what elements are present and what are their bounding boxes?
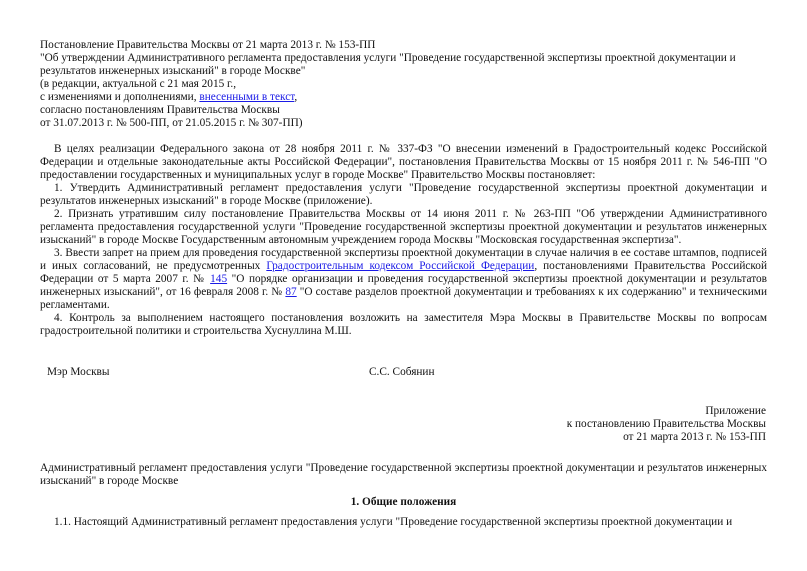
header-line-according: согласно постановлениям Правительства Москвы — [40, 104, 280, 116]
signatory-position: Мэр Москвы — [47, 366, 110, 378]
item-3-text-b: , постановлениями Правительства Российской Федерации от 5 марта 2007 г. № — [40, 260, 768, 285]
changes-prefix: с изменениями и дополнениями, — [40, 91, 200, 103]
decree-145-link[interactable]: 145 — [210, 273, 228, 285]
header-line-subject: "Об утверждении Административного регламента предоставления услуги "Проведение государственной экспертизы проектной документации и — [40, 52, 736, 64]
appendix-line-2: к постановлению Правительства Москвы — [566, 418, 766, 430]
header-line-subject-cont: результатов инженерных изысканий" в городе Москве" — [40, 65, 306, 77]
preamble-paragraph: В целях реализации Федерального закона от 28 ноября 2011 г. № 337-ФЗ "О внесении изменений в Градостроительный кодекс Российской Федерации и отдельные законодательные акты Российской Федерации", постановления Правительства Москвы от 15 ноября 2011 г. № 546-ПП "О предоставлении государственных и муниципальных услуг в городе Москве" Правительство Москвы постановляет: — [40, 143, 767, 181]
item-3-text-c: "О порядке организации и проведения государственной экспертизы проектной документации и результатов инженерных изысканий", от 16 февраля 2008 г. № — [40, 273, 767, 298]
header-line-dates: от 31.07.2013 г. № 500-ПП, от 21.05.2015 г. № 307-ПП) — [40, 117, 303, 129]
decree-body — [40, 143, 767, 338]
section-heading: 1. Общие положения — [350, 496, 457, 508]
appendix-line-3: от 21 марта 2013 г. № 153-ПП — [623, 431, 766, 443]
clause-1-1: 1.1. Настоящий Административный регламент предоставления услуги "Проведение государственной экспертизы проектной документации и — [54, 516, 733, 528]
appendix-line-1: Приложение — [705, 405, 766, 417]
appendix-reference — [567, 405, 766, 444]
changes-suffix: , — [294, 91, 298, 103]
header-line-changes — [40, 91, 780, 104]
decree-87-link[interactable]: 87 — [285, 286, 297, 298]
item-3-text-d: "О составе разделов проектной документации и требованиях к их содержанию" и техническими регламентами. — [40, 286, 767, 311]
header-line-edition: (в редакции, актуальной с 21 мая 2015 г., — [40, 78, 237, 90]
header-line-title: Постановление Правительства Москвы от 21 марта 2013 г. № 153-ПП — [40, 39, 376, 51]
item-3-text-a: 3. Ввести запрет на прием для проведения государственной экспертизы проектной документации в случае наличия в ее составе штампов, подписей и иных согласований, не предусмотренных — [40, 247, 767, 272]
item-3-paragraph — [40, 247, 767, 312]
item-4-paragraph: 4. Контроль за выполнением настоящего постановления возложить на заместителя Мэра Москвы в Правительстве Москвы по вопросам градостроительной политики и строительства Хуснуллина М.Ш. — [40, 312, 767, 337]
item-1-paragraph: 1. Утвердить Административный регламент предоставления услуги "Проведение государственной экспертизы проектной документации и результатов инженерных изысканий" в городе Москве (приложение). — [40, 182, 767, 207]
document-header — [40, 39, 780, 130]
urban-code-link[interactable]: Градостроительным кодексом Российской Федерации — [266, 260, 535, 272]
regulation-title: Административный регламент предоставления услуги "Проведение государственной экспертизы проектной документации и результатов инженерных изысканий" в городе Москве — [40, 462, 767, 487]
item-2-paragraph: 2. Признать утратившим силу постановление Правительства Москвы от 14 июня 2011 г. № 263-ПП "Об утверждении Административного регламента предоставления государственной услуги "Проведение государственной экспертизы проектной документации и результатов инженерных изысканий" в городе Москве Государственным автономным учреждением города Москвы "Московская государственная экспертиза". — [40, 208, 767, 246]
changes-link[interactable]: внесенными в текст — [199, 91, 295, 103]
signatory-name: С.С. Собянин — [369, 366, 435, 378]
